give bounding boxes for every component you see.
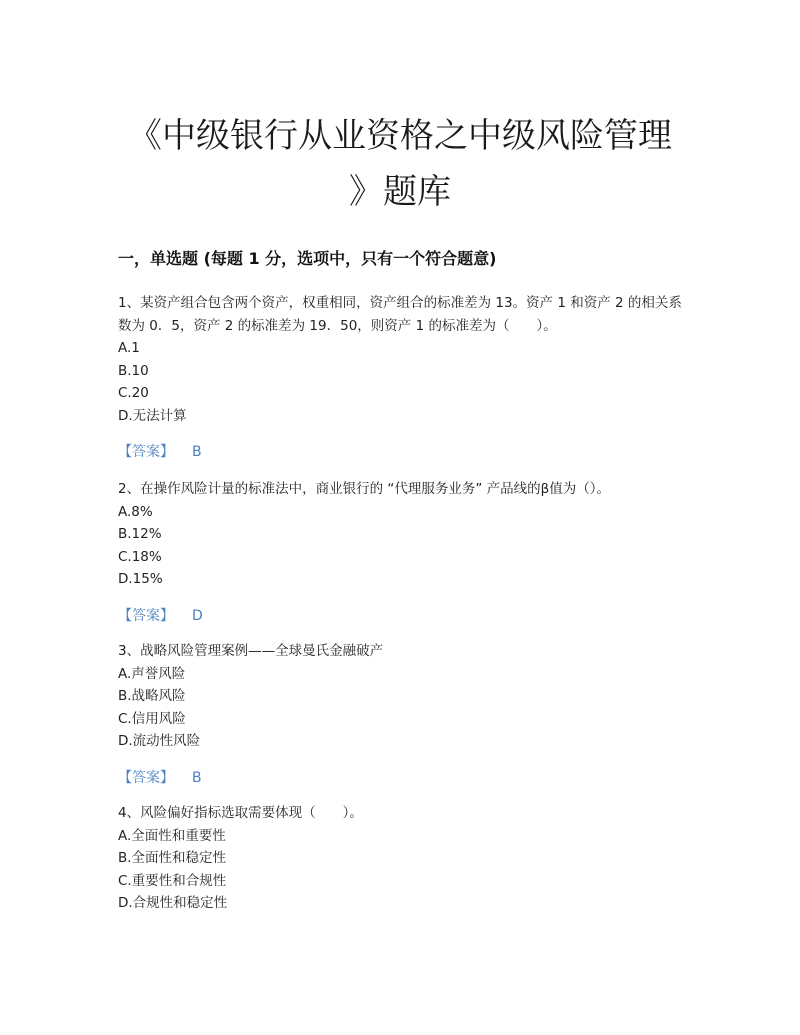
option-b: B.10 xyxy=(118,362,149,379)
document-title xyxy=(110,108,690,220)
question-stem: 4、风险偏好指标选取需要体现（ ）。 xyxy=(118,805,363,821)
option-c: C.信用风险 xyxy=(118,710,186,727)
document-title-line-1: 《中级银行从业资格之中级风险管理 xyxy=(128,116,672,156)
option-d: D.无法计算 xyxy=(118,407,187,424)
document-title-line-2: 》题库 xyxy=(349,172,451,212)
option-a: A.全面性和重要性 xyxy=(118,827,226,844)
option-c: C.20 xyxy=(118,385,149,401)
option-d: D.合规性和稳定性 xyxy=(118,895,228,911)
answer-line xyxy=(118,605,683,627)
option-b: B.战略风险 xyxy=(118,688,186,704)
answer-value: B xyxy=(192,444,202,460)
answer-line xyxy=(118,441,683,463)
answer-label: 【答案】 xyxy=(118,769,174,786)
question-stem: 2、在操作风险计量的标准法中，商业银行的 “代理服务业务” 产品线的β值为（）。 xyxy=(118,481,611,497)
option-a: A.8% xyxy=(118,503,153,520)
option-c: C.18% xyxy=(118,548,162,565)
question-stem: 3、战略风险管理案例——全球曼氏金融破产 xyxy=(118,643,384,659)
option-a: A.声誉风险 xyxy=(118,665,186,682)
question-2 xyxy=(118,478,683,627)
question-3 xyxy=(118,640,683,789)
section-heading: 一，单选题 (每题 1 分，选项中，只有一个符合题意) xyxy=(118,249,497,268)
answer-value: D xyxy=(192,607,203,624)
question-1 xyxy=(118,292,683,463)
answer-line xyxy=(118,767,683,789)
option-b: B.12% xyxy=(118,526,162,542)
answer-value: B xyxy=(192,769,202,786)
answer-label: 【答案】 xyxy=(118,444,174,460)
answer-label: 【答案】 xyxy=(118,607,174,624)
option-d: D.流动性风险 xyxy=(118,733,201,749)
option-c: C.重要性和合规性 xyxy=(118,872,227,889)
option-b: B.全面性和稳定性 xyxy=(118,850,227,866)
question-stem: 1、某资产组合包含两个资产，权重相同，资产组合的标准差为 13。资产 1 和资产 2 的相关系数为 0．5，资产 2 的标准差为 19．50，则资产 1 的标准差为（ ）。 xyxy=(118,295,682,334)
option-d: D.15% xyxy=(118,571,163,587)
question-4 xyxy=(118,802,683,915)
option-a: A.1 xyxy=(118,340,140,356)
